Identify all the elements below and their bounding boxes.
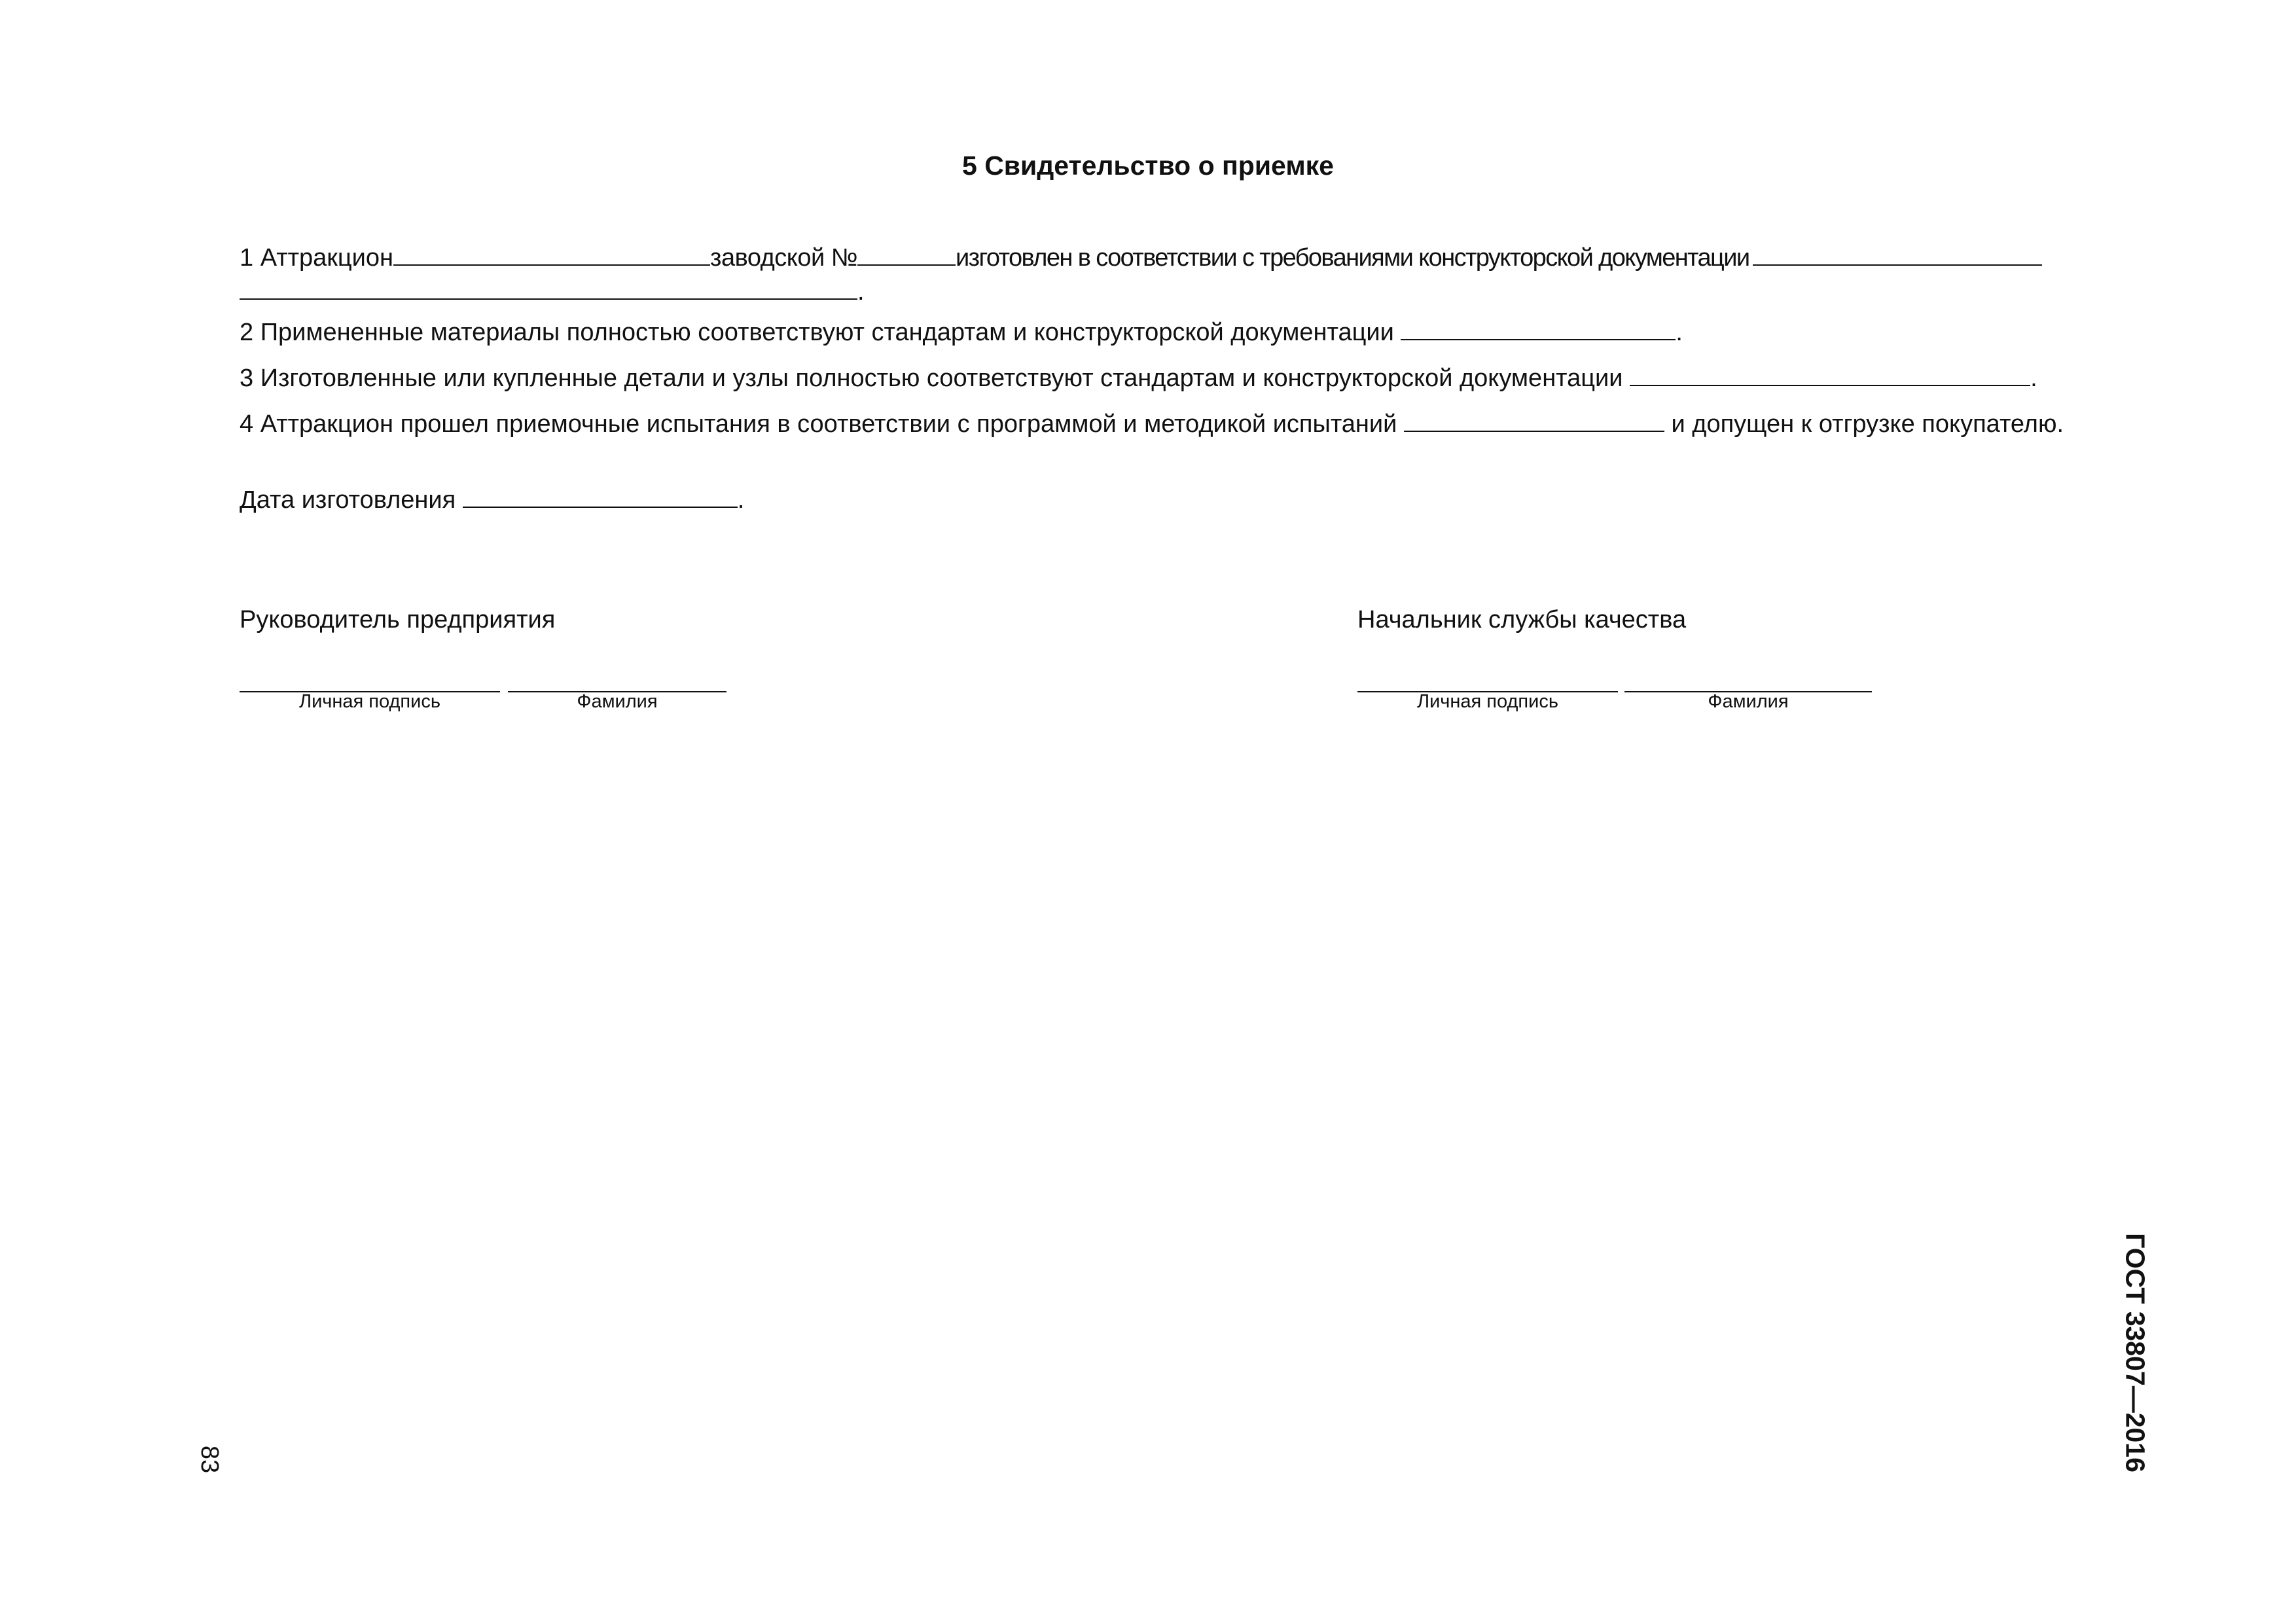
item-4-tail: и допущен к отгрузке покупателю. — [1671, 410, 2064, 438]
item-4-text: 4 Аттракцион прошел приемочные испытания в соответствии с программой и методикой испытаний — [240, 410, 1397, 438]
item-3 — [240, 363, 2037, 393]
item-2-blank — [1401, 317, 1676, 340]
item-4-blank — [1404, 408, 1664, 432]
item-1-period: . — [857, 278, 865, 306]
right-signatory-role: Начальник службы качества — [1357, 606, 1687, 633]
left-surname-caption: Фамилия — [577, 691, 658, 712]
attraction-name-blank — [393, 242, 710, 266]
item-1-line-1 — [240, 242, 2042, 273]
item-4 — [240, 408, 2064, 439]
standard-code: ГОСТ 33807—2016 — [2120, 1233, 2151, 1472]
left-signatory-role: Руководитель предприятия — [240, 606, 556, 633]
section-title: 5 Свидетельство о приемке — [962, 151, 1334, 181]
item-2-period: . — [1676, 319, 1683, 346]
item-3-period: . — [2030, 365, 2037, 392]
manufacture-date — [240, 484, 744, 515]
date-blank — [463, 484, 738, 508]
date-period: . — [737, 486, 745, 514]
right-signature-caption: Личная подпись — [1417, 691, 1558, 712]
item-1-serial-label: заводской № — [710, 244, 858, 272]
item-2 — [240, 317, 1683, 348]
page-number: 83 — [196, 1445, 223, 1474]
right-surname-caption: Фамилия — [1708, 691, 1789, 712]
serial-number-blank — [857, 242, 956, 266]
item-3-blank — [1630, 363, 2030, 386]
date-label: Дата изготовления — [240, 486, 456, 514]
item-2-text: 2 Примененные материалы полностью соответствуют стандартам и конструкторской документации — [240, 319, 1394, 346]
documentation-blank-2 — [240, 276, 857, 300]
item-3-text: 3 Изготовленные или купленные детали и узлы полностью соответствуют стандартам и конструкторской документации — [240, 365, 1623, 392]
item-1-manufactured-label: изготовлен в соответствии с требованиями конструкторской документации — [956, 244, 1749, 272]
item-1-line-2 — [240, 276, 865, 307]
documentation-blank-1 — [1753, 242, 2042, 266]
item-1-prefix: 1 Аттракцион — [240, 244, 394, 272]
left-signature-caption: Личная подпись — [299, 691, 440, 712]
